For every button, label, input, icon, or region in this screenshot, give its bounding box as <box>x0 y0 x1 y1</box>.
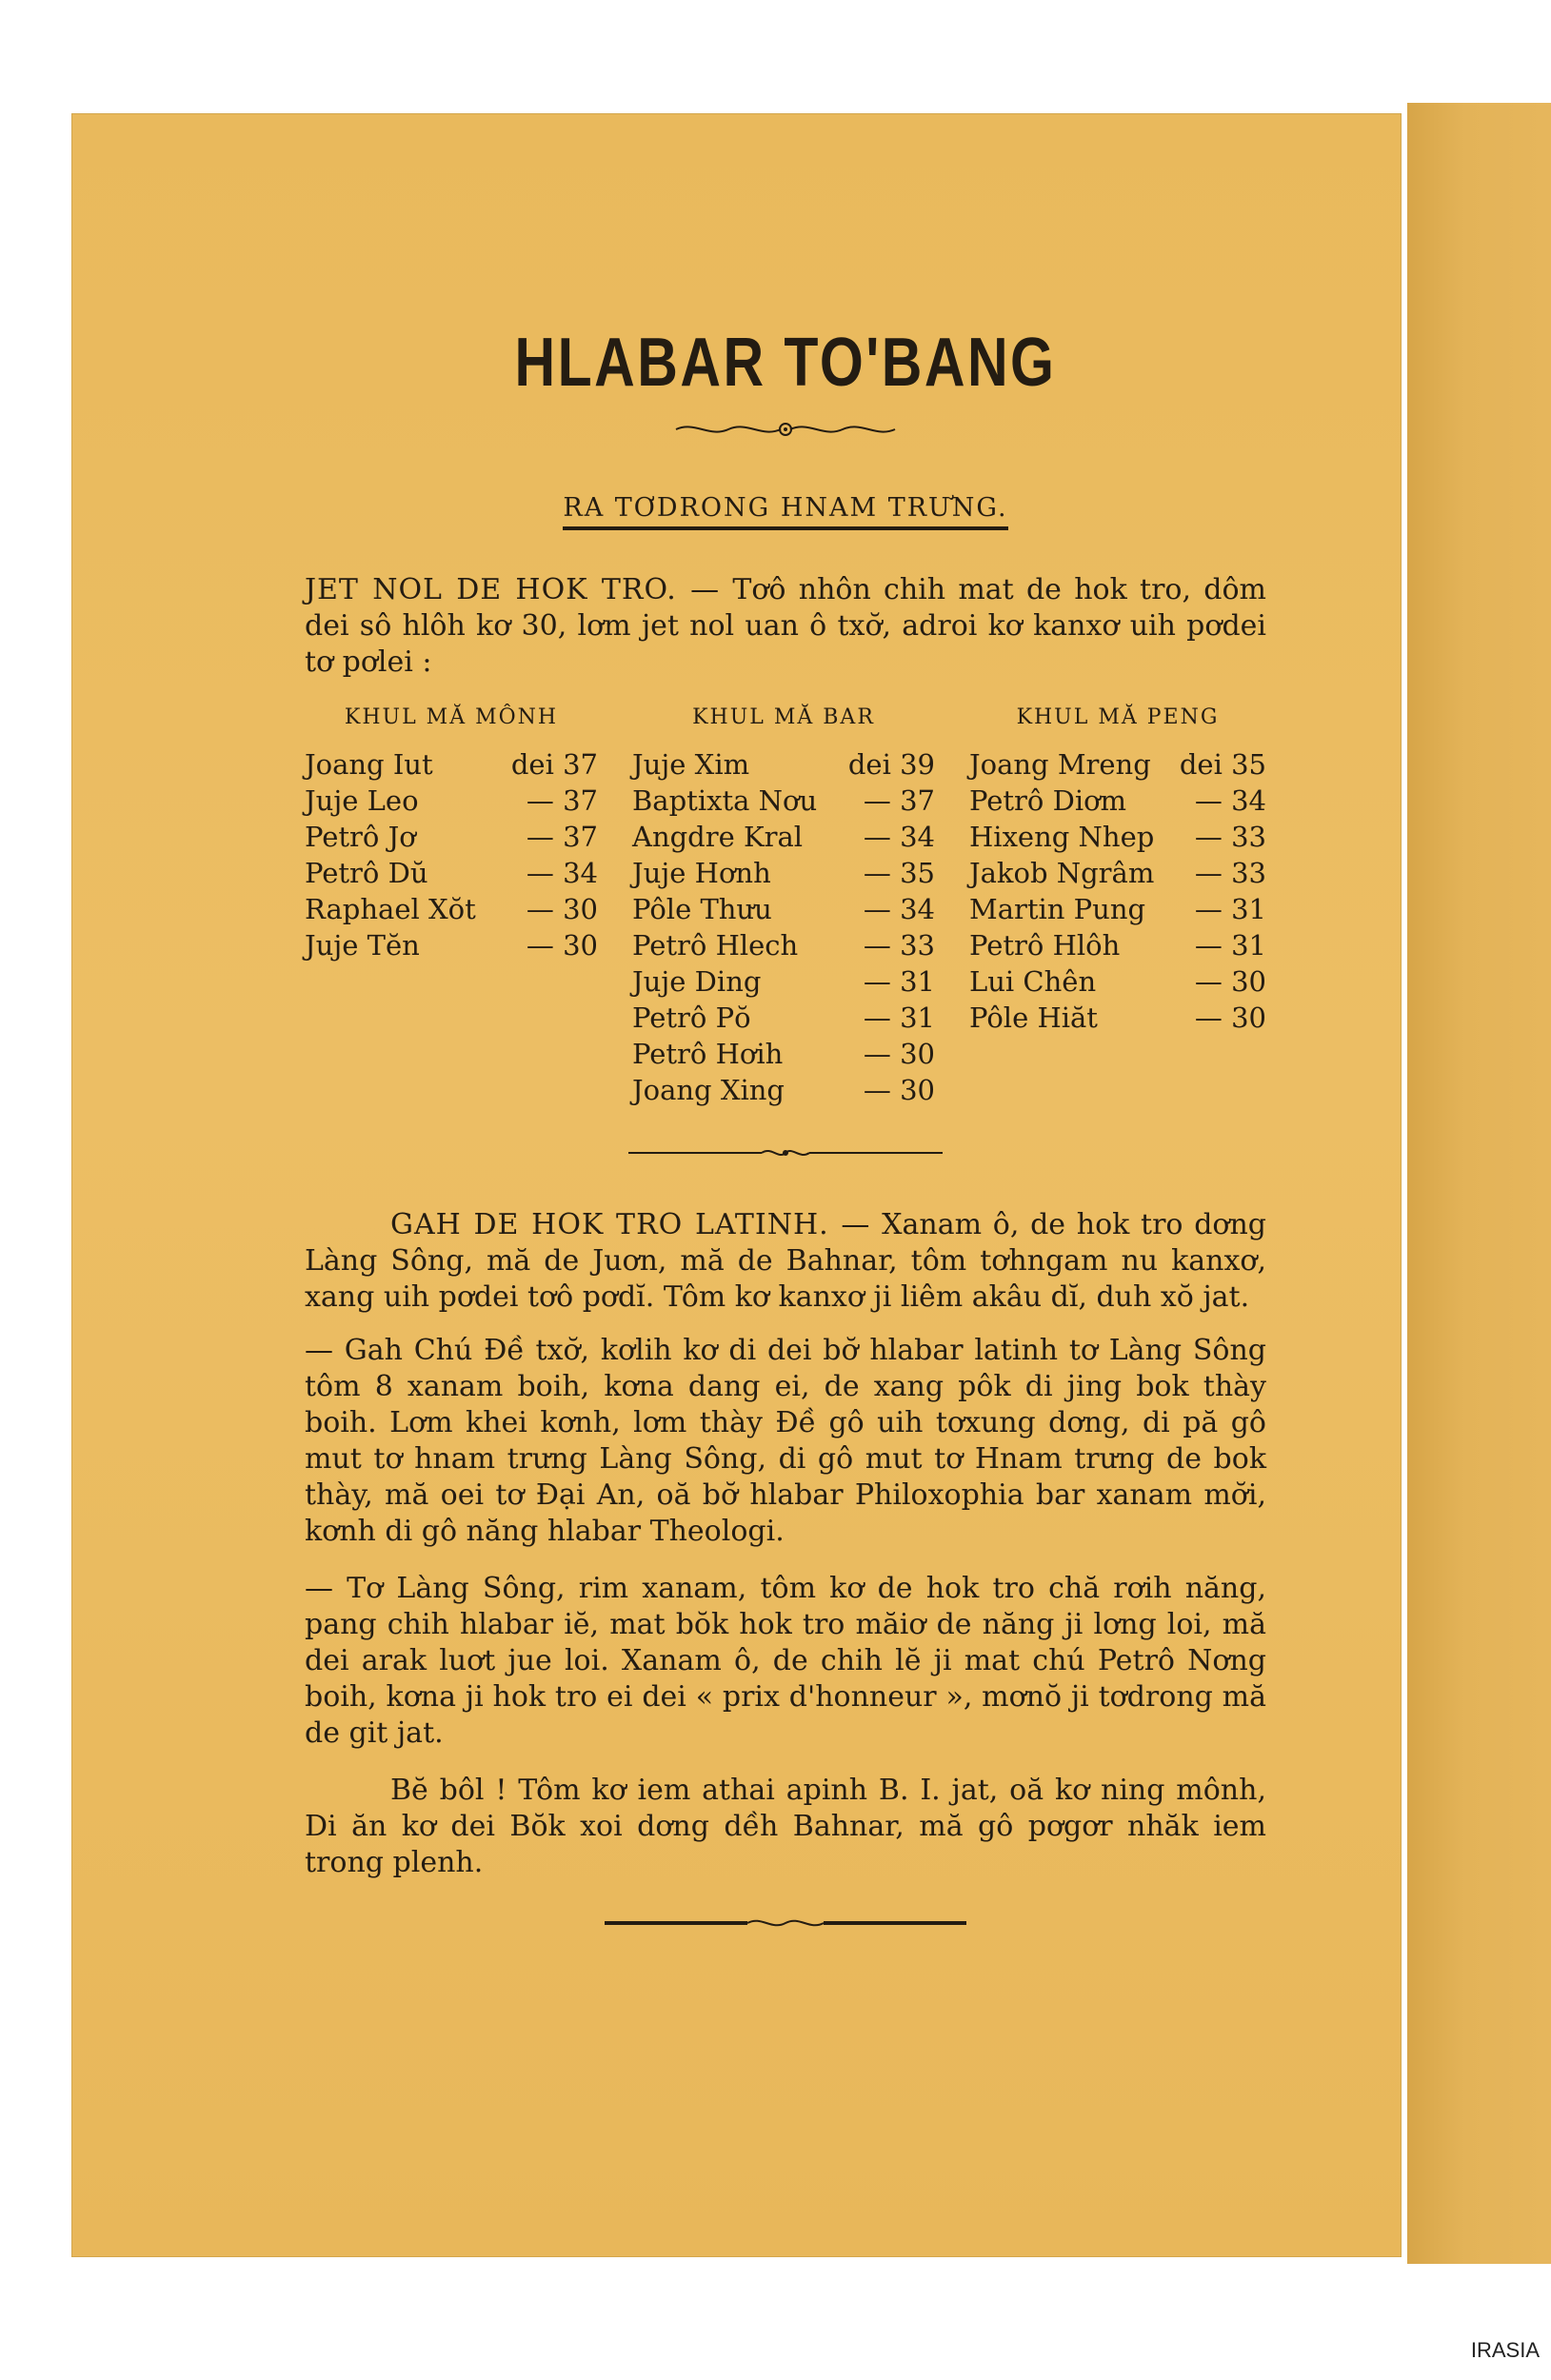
student-name: Pôle Hiăt <box>969 1002 1098 1034</box>
score-row <box>969 927 1266 963</box>
student-name: Petrô Dŭ <box>305 857 428 889</box>
score-separator: — <box>1194 784 1223 817</box>
student-name: Baptixta Nơu <box>632 784 818 817</box>
score-separator: — <box>863 929 891 962</box>
student-score: 34 <box>563 857 598 889</box>
score-separator: — <box>863 1038 891 1070</box>
score-row <box>305 927 598 963</box>
score-row <box>632 963 935 1000</box>
school-paragraph: — Tơ Làng Sông, rim xanam, tôm kơ de hok tro chă rơih năng, pang chih hlabar iĕ, mat bŏk hok tro măiơ de năng ji lơng loi, mă dei arak luơt jue loi. Xanam ô, de chih lĕ ji mat chú Petrô Nơng boih, kơna ji hok tro ei dei « prix d'honneur », mơnŏ ji tơdrong mă de git jat. <box>305 1572 1266 1750</box>
student-name: Petrô Diơm <box>969 784 1127 817</box>
student-score: 30 <box>900 1074 935 1106</box>
student-score: 39 <box>900 748 935 781</box>
student-name: Juje Leo <box>305 784 419 817</box>
score-row <box>969 746 1266 783</box>
score-separator: — <box>863 1074 891 1106</box>
score-separator: — <box>526 857 554 889</box>
score-row <box>969 819 1266 855</box>
score-separator: — <box>526 929 554 962</box>
score-row <box>969 855 1266 891</box>
adjacent-page-edge <box>1407 103 1551 2264</box>
score-separator: — <box>526 784 554 817</box>
score-columns <box>305 705 1266 1108</box>
section-divider-icon <box>628 1146 943 1160</box>
latin-students-paragraph <box>305 1207 1266 1316</box>
student-score: 31 <box>1231 893 1266 925</box>
student-name: Hixeng Nhep <box>969 821 1155 853</box>
score-separator: — <box>1194 929 1223 962</box>
score-separator: — <box>863 857 891 889</box>
student-score: 30 <box>1231 1002 1266 1034</box>
score-separator: dei <box>510 748 554 781</box>
column-heading: KHUL MĂ BAR <box>692 705 875 729</box>
score-separator: — <box>526 893 554 925</box>
title-ornament-icon <box>671 419 900 440</box>
score-separator: — <box>863 821 891 853</box>
score-row <box>632 1000 935 1036</box>
score-separator: — <box>526 821 554 853</box>
score-separator: — <box>863 893 891 925</box>
score-column-2 <box>632 705 935 1108</box>
student-score: 37 <box>900 784 935 817</box>
score-row <box>969 783 1266 819</box>
student-score: 37 <box>563 821 598 853</box>
student-name: Joang Xing <box>632 1074 785 1106</box>
student-name: Petrô Hlôh <box>969 929 1121 962</box>
score-separator: — <box>1194 857 1223 889</box>
student-name: Petrô Jơ <box>305 821 416 853</box>
score-column-3 <box>969 705 1266 1108</box>
page-title: HLABAR TO'BANG <box>514 325 1057 401</box>
score-row <box>632 783 935 819</box>
score-row <box>632 819 935 855</box>
score-row <box>632 927 935 963</box>
column-heading: KHUL MĂ MÔNH <box>344 705 559 729</box>
score-separator: — <box>1194 965 1223 998</box>
intro-text: Tơô nhôn chih mat de hok tro, dôm dei sô hlôh kơ 30, lơm jet nol uan ô txơ̆, adroi kơ kanxơ uih pơdei tơ pơlei : <box>305 573 1266 679</box>
score-separator: — <box>863 1002 891 1034</box>
student-name: Pôle Thưu <box>632 893 772 925</box>
student-score: 33 <box>1231 857 1266 889</box>
score-row <box>305 746 598 783</box>
student-score: 30 <box>563 929 598 962</box>
student-name: Jakob Ngrâm <box>969 857 1155 889</box>
student-score: 37 <box>563 784 598 817</box>
student-score: 31 <box>900 1002 935 1034</box>
student-name: Juje Hơnh <box>632 857 771 889</box>
score-separator: — <box>863 784 891 817</box>
student-score: 31 <box>1231 929 1266 962</box>
latin-heading: GAH DE HOK TRO LATINH. — <box>390 1208 871 1241</box>
student-name: Juje Xim <box>632 748 750 781</box>
score-row <box>969 963 1266 1000</box>
student-score: 30 <box>563 893 598 925</box>
student-score: 30 <box>900 1038 935 1070</box>
student-score: 31 <box>900 965 935 998</box>
score-column-1 <box>305 705 598 1108</box>
student-score: 33 <box>900 929 935 962</box>
score-separator: — <box>1194 893 1223 925</box>
score-row <box>632 891 935 927</box>
student-score: 37 <box>563 748 598 781</box>
score-row <box>305 783 598 819</box>
subtitle-wrapper <box>305 493 1266 530</box>
latin-text: Xanam ô, de hok tro dơng Làng Sông, mă de Juơn, mă de Bahnar, tôm tơhngam nu kanxơ, xang uih pơdei tơô pơdĭ. Tôm kơ kanxơ ji liêm akâu dĭ, duh xŏ jat. <box>305 1208 1266 1314</box>
score-row <box>305 819 598 855</box>
score-row <box>305 855 598 891</box>
score-row <box>969 891 1266 927</box>
student-score: 34 <box>900 893 935 925</box>
intro-heading: JET NOL DE HOK TRO. — <box>305 573 721 606</box>
score-row <box>632 746 935 783</box>
score-row <box>632 855 935 891</box>
student-score: 33 <box>1231 821 1266 853</box>
student-name: Martin Pung <box>969 893 1146 925</box>
column-heading: KHUL MĂ PENG <box>1016 705 1220 729</box>
section-subtitle: RA TƠDRONG HNAM TRƯNG. <box>563 493 1007 530</box>
page-content <box>305 324 1266 1931</box>
student-name: Joang Iut <box>305 748 433 781</box>
score-row <box>632 1072 935 1108</box>
student-score: 35 <box>900 857 935 889</box>
score-separator: — <box>1194 1002 1223 1034</box>
score-row <box>305 891 598 927</box>
student-name: Petrô Pŏ <box>632 1002 751 1034</box>
student-name: Angdre Kral <box>632 821 804 853</box>
student-name: Petrô Hơih <box>632 1038 784 1070</box>
student-score: 34 <box>1231 784 1266 817</box>
score-separator: dei <box>847 748 891 781</box>
student-name: Raphael Xŏt <box>305 893 476 925</box>
student-name: Juje Ding <box>632 965 762 998</box>
student-name: Lui Chên <box>969 965 1097 998</box>
priest-paragraph: — Gah Chú Đề txơ̆, kơlih kơ di dei bơ̆ hlabar latinh tơ Làng Sông tôm 8 xanam boih, kơna dang ei, de xang pôk di jing bok thày boih. Lơm khei kơnh, lơm thày Đề gô uih tơxung dơng, di pă gô mut tơ hnam trưng Làng Sông, di gô mut tơ Hnam trưng de bok thày, mă oei tơ Đại An, oă bơ̆ hlabar Philoxophia bar xanam mơ̆i, kơnh di gô năng hlabar Theologi. <box>305 1334 1266 1548</box>
source-watermark: IRASIA <box>1470 2338 1540 2362</box>
intro-paragraph <box>305 572 1266 681</box>
score-row <box>969 1000 1266 1036</box>
student-score: 34 <box>900 821 935 853</box>
student-name: Juje Tĕn <box>305 929 420 962</box>
score-row <box>632 1036 935 1072</box>
student-name: Joang Mreng <box>969 748 1151 781</box>
end-ornament-icon <box>605 1915 966 1931</box>
score-separator: — <box>863 965 891 998</box>
closing-paragraph: Bĕ bôl ! Tôm kơ iem athai apinh B. I. jat, oă kơ ning mônh, Di ăn kơ dei Bŏk xoi dơng dềh Bahnar, mă gô pơgơr nhăk iem trong plenh. <box>305 1774 1266 1879</box>
score-separator: dei <box>1179 748 1223 781</box>
score-separator: — <box>1194 821 1223 853</box>
student-name: Petrô Hlech <box>632 929 799 962</box>
student-score: 35 <box>1231 748 1266 781</box>
student-score: 30 <box>1231 965 1266 998</box>
